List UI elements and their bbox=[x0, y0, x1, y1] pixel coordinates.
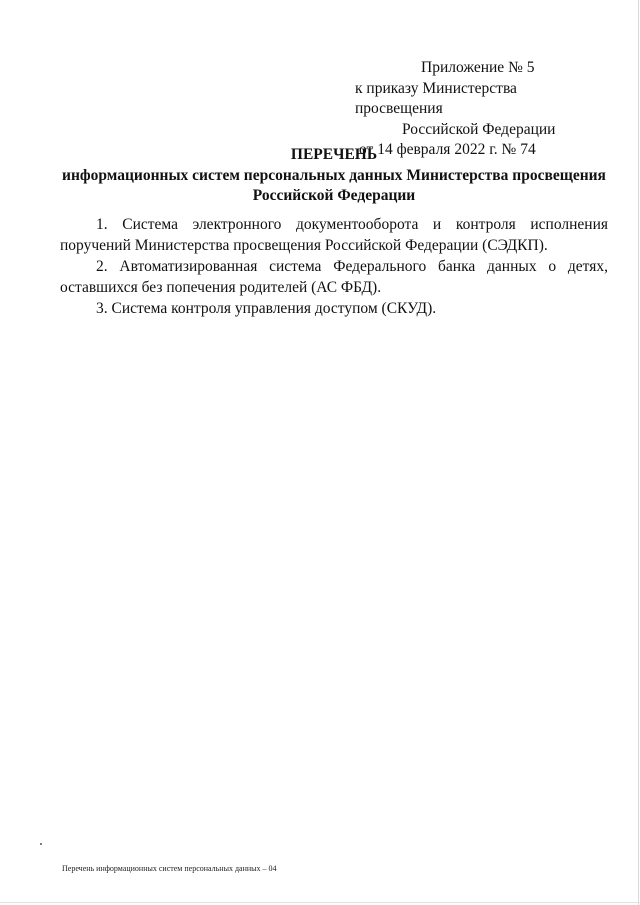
title-main: ПЕРЕЧЕНЬ bbox=[290, 146, 378, 163]
page-footer: Перечень информационных систем персональных данных – 04 bbox=[62, 864, 277, 873]
appendix-country: Российской Федерации bbox=[402, 120, 556, 138]
scan-edge-line bbox=[638, 0, 639, 905]
title-subtitle-line1: информационных систем персональных данных Министерства просвещения bbox=[62, 166, 606, 184]
list-item: 3. Система контроля управления доступом (СКУД). bbox=[96, 300, 437, 317]
systems-list bbox=[60, 215, 608, 321]
scan-speck bbox=[40, 843, 42, 845]
appendix-order-ref: к приказу Министерства просвещения bbox=[355, 79, 517, 117]
list-item: 2. Автоматизированная система Федерального банка данных о детях, оставшихся без попечения родителей (АС ФБД). bbox=[60, 258, 608, 296]
list-item: 1. Система электронного документооборота и контроля исполнения поручений Министерства просвещения Российской Федерации (СЭДКП). bbox=[60, 216, 608, 254]
document-title bbox=[60, 145, 608, 207]
scan-bottom-line bbox=[0, 902, 640, 903]
appendix-date: от 14 февраля 2022 г. № 74 bbox=[359, 141, 536, 158]
title-subtitle-line2: Российской Федерации bbox=[252, 187, 416, 204]
appendix-number: Приложение № 5 bbox=[421, 59, 535, 76]
